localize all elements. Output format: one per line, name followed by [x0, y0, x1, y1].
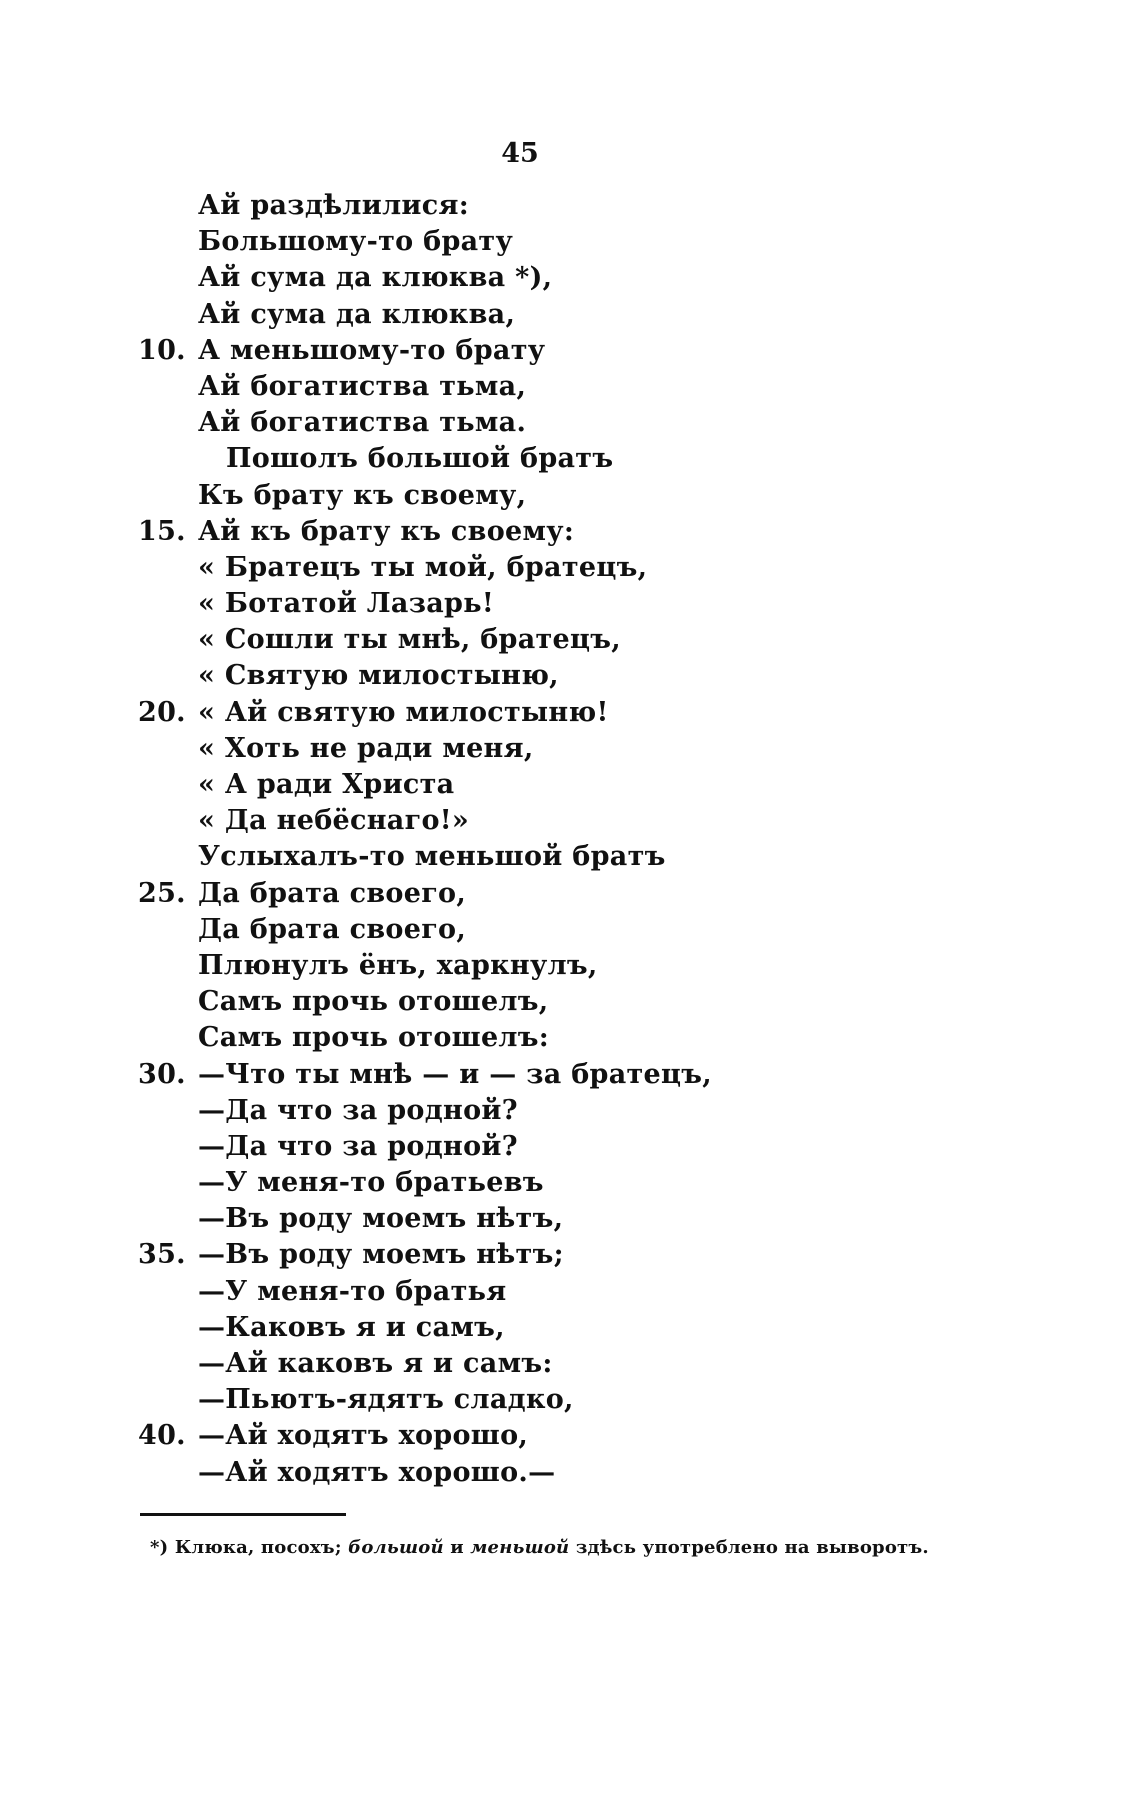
line-text: Да брата своего,: [198, 913, 467, 945]
verse-line: [0, 586, 1140, 622]
verse-line: [0, 478, 1140, 514]
verse-line: [0, 1382, 1140, 1418]
line-text: —Пьютъ-ядятъ сладко,: [198, 1384, 574, 1416]
footnote-text-plain: Клюка, посохъ;: [174, 1537, 342, 1558]
verse-line: [0, 441, 1140, 477]
footnote-text-italic-1: большой: [348, 1537, 444, 1558]
verse-block: [0, 188, 1140, 1491]
line-text: Пошолъ большой братъ: [226, 443, 614, 475]
line-text: —У меня-то братьевъ: [198, 1167, 544, 1199]
line-text: Большому-то брату: [198, 226, 514, 258]
line-text: Самъ прочь отошелъ,: [198, 986, 549, 1018]
verse-line: [0, 333, 1140, 369]
verse-line: [0, 1237, 1140, 1273]
line-number: 40.: [138, 1420, 186, 1452]
line-text: « Ай святую милостыню!: [198, 696, 609, 728]
line-text: Плюнулъ ёнъ, харкнулъ,: [198, 949, 598, 981]
line-text: Ай сума да клюква,: [198, 298, 516, 330]
line-text: Ай къ брату къ своему:: [198, 515, 575, 547]
verse-line: [0, 297, 1140, 333]
line-text: —Да что за родной?: [198, 1130, 518, 1162]
verse-line: [0, 1057, 1140, 1093]
verse-line: [0, 188, 1140, 224]
verse-line: [0, 912, 1140, 948]
verse-line: [0, 224, 1140, 260]
line-text: Услыхалъ-то меньшой братъ: [198, 841, 666, 873]
line-text: —Что ты мнѣ — и — за братецъ,: [198, 1058, 712, 1090]
line-text: Ай раздѣлилися:: [198, 190, 469, 221]
verse-line: [0, 369, 1140, 405]
verse-line: [0, 731, 1140, 767]
verse-line: [0, 550, 1140, 586]
footnote-text-and: и: [450, 1537, 464, 1558]
line-text: Ай богатиства тьма,: [198, 370, 527, 402]
line-text: —Ай ходятъ хорошо,: [198, 1420, 529, 1452]
verse-line: [0, 1418, 1140, 1454]
verse-line: [0, 803, 1140, 839]
line-text: —Въ роду моемъ нѣтъ,: [198, 1203, 564, 1235]
line-text: А меньшому-то брату: [198, 334, 546, 366]
verse-line: [0, 260, 1140, 296]
line-text: Ай сума да клюква *),: [198, 262, 553, 294]
line-number: 25.: [138, 877, 186, 909]
line-text: « Ботатой Лазарь!: [198, 588, 494, 620]
page-number: 45: [501, 138, 539, 169]
footnote-separator-rule: [140, 1513, 346, 1516]
verse-line: [0, 695, 1140, 731]
verse-line: [0, 622, 1140, 658]
verse-line: [0, 876, 1140, 912]
verse-line: [0, 1346, 1140, 1382]
line-text: —Въ роду моемъ нѣтъ;: [198, 1239, 564, 1271]
line-text: —Ай ходятъ хорошо.—: [198, 1456, 556, 1488]
footnote-marker: *): [150, 1537, 169, 1558]
verse-line: [0, 1020, 1140, 1056]
line-text: « Хоть не ради меня,: [198, 732, 534, 764]
line-number: 35.: [138, 1239, 186, 1271]
line-text: —У меня-то братья: [198, 1275, 507, 1307]
line-number: 10.: [138, 334, 186, 366]
line-text: —Да что за родной?: [198, 1094, 518, 1126]
verse-line: [0, 1165, 1140, 1201]
line-number: 15.: [138, 515, 186, 547]
line-number: 30.: [138, 1058, 186, 1090]
line-text: Самъ прочь отошелъ:: [198, 1022, 550, 1054]
line-text: Ай богатиства тьма.: [198, 407, 527, 439]
line-text: Да брата своего,: [198, 877, 467, 909]
line-text: « А ради Христа: [198, 769, 455, 800]
line-number: 20.: [138, 696, 186, 728]
verse-line: [0, 767, 1140, 803]
line-text: —Ай каковъ я и самъ:: [198, 1348, 553, 1379]
line-text: « Братецъ ты мой, братецъ,: [198, 551, 648, 583]
verse-line: [0, 658, 1140, 694]
verse-line: [0, 984, 1140, 1020]
verse-line: [0, 1310, 1140, 1346]
line-text: —Каковъ я и самъ,: [198, 1311, 505, 1343]
verse-line: [0, 839, 1140, 875]
footnote: [150, 1537, 929, 1558]
verse-line: [0, 1274, 1140, 1310]
verse-line: [0, 1201, 1140, 1237]
verse-line: [0, 514, 1140, 550]
verse-line: [0, 405, 1140, 441]
line-text: Къ брату къ своему,: [198, 479, 527, 511]
line-text: « Сошли ты мнѣ, братецъ,: [198, 624, 621, 656]
verse-line: [0, 1455, 1140, 1491]
line-text: « Да небёснаго!»: [198, 805, 470, 837]
verse-line: [0, 1093, 1140, 1129]
footnote-text-italic-2: меньшой: [470, 1537, 570, 1558]
line-text: « Святую милостыню,: [198, 660, 559, 692]
verse-line: [0, 1129, 1140, 1165]
verse-line: [0, 948, 1140, 984]
footnote-text-tail: здѣсь употреблено на выворотъ.: [575, 1537, 929, 1558]
